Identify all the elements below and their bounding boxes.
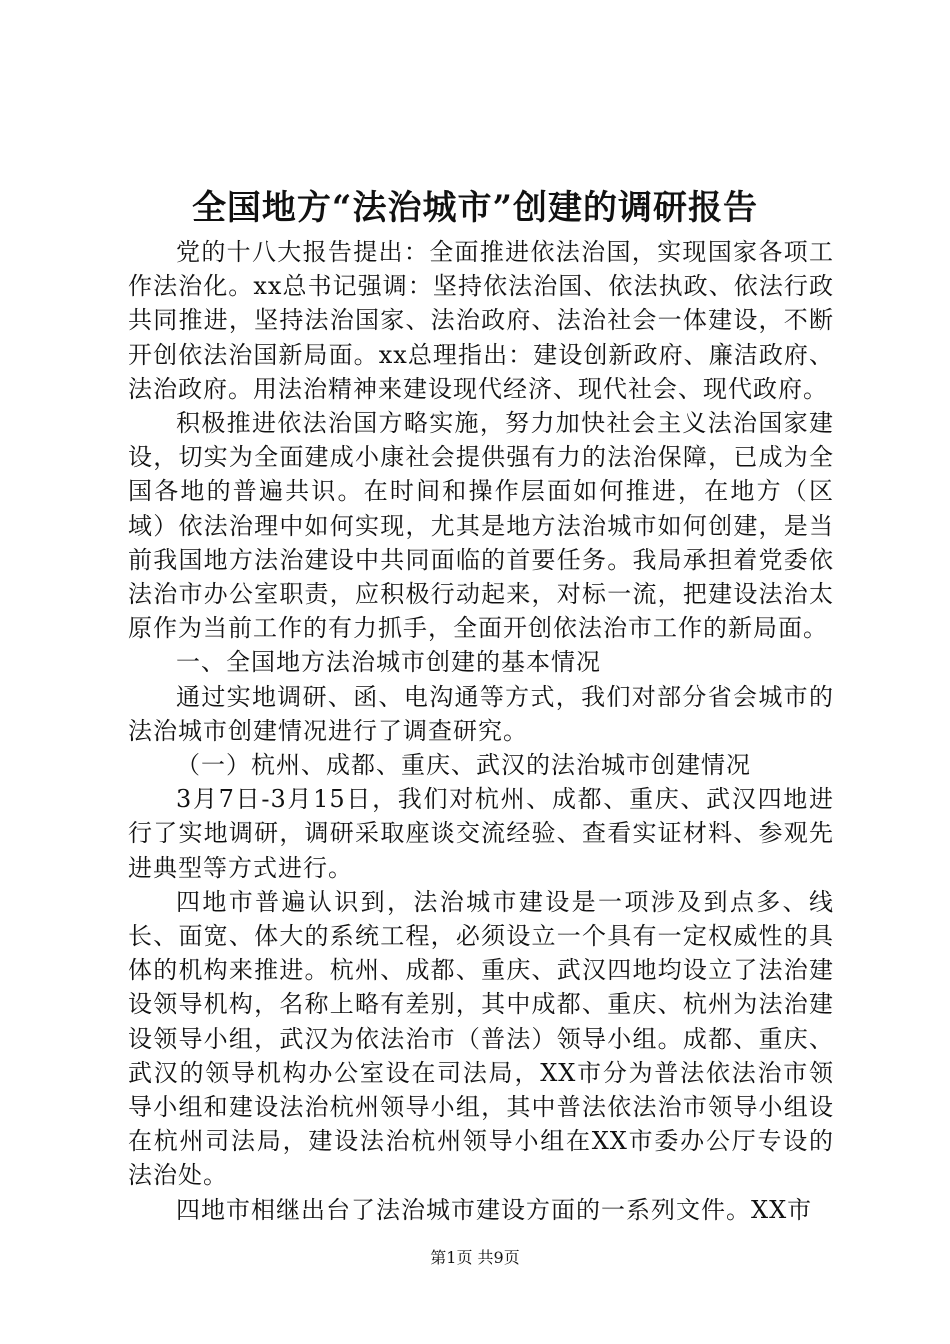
paragraph-1: 党的十八大报告提出：全面推进依法治国，实现国家各项工作法治化。xx总书记强调：坚持依法治国、依法执政、依法行政共同推进，坚持法治国家、法治政府、法治社会一体建设，不断开创依法治国新局面。xx总理指出：建设创新政府、廉洁政府、法治政府。用法治精神来建设现代经济、现代社会、现代政府。 — [128, 238, 834, 403]
document-body — [128, 235, 834, 1227]
page-footer: 第1页 共9页 — [430, 1248, 520, 1267]
document-title: 全国地方“法治城市”创建的调研报告 — [191, 188, 759, 228]
subsection-heading-1: （一）杭州、成都、重庆、武汉的法治城市创建情况 — [176, 751, 751, 780]
section-heading-1: 一、全国地方法治城市创建的基本情况 — [176, 648, 601, 677]
paragraph-6: 四地市相继出台了法治城市建设方面的一系列文件。XX市 — [176, 1195, 813, 1224]
paragraph-2: 积极推进依法治国方略实施，努力加快社会主义法治国家建设，切实为全面建成小康社会提供强有力的法治保障，已成为全国各地的普遍共识。在时间和操作层面如何推进，在地方（区域）依法治理中如何实现，尤其是地方法治城市如何创建，是当前我国地方法治建设中共同面临的首要任务。我局承担着党委依法治市办公室职责，应积极行动起来，对标一流，把建设法治太原作为当前工作的有力抓手，全面开创依法治市工作的新局面。 — [128, 409, 834, 643]
paragraph-4: 3月7日-3月15日，我们对杭州、成都、重庆、武汉四地进行了实地调研，调研采取座谈交流经验、查看实证材料、参观先进典型等方式进行。 — [128, 785, 834, 882]
paragraph-5: 四地市普遍认识到，法治城市建设是一项涉及到点多、线长、面宽、体大的系统工程，必须设立一个具有一定权威性的具体的机构来推进。杭州、成都、重庆、武汉四地均设立了法治建设领导机构，名称上略有差别，其中成都、重庆、杭州为法治建设领导小组，武汉为依法治市（普法）领导小组。成都、重庆、武汉的领导机构办公室设在司法局，XX市分为普法依法治市领导小组和建设法治杭州领导小组，其中普法依法治市领导小组设在杭州司法局，建设法治杭州领导小组在XX市委办公厅专设的法治处。 — [128, 887, 834, 1190]
paragraph-3: 通过实地调研、函、电沟通等方式，我们对部分省会城市的法治城市创建情况进行了调查研究。 — [128, 682, 834, 745]
